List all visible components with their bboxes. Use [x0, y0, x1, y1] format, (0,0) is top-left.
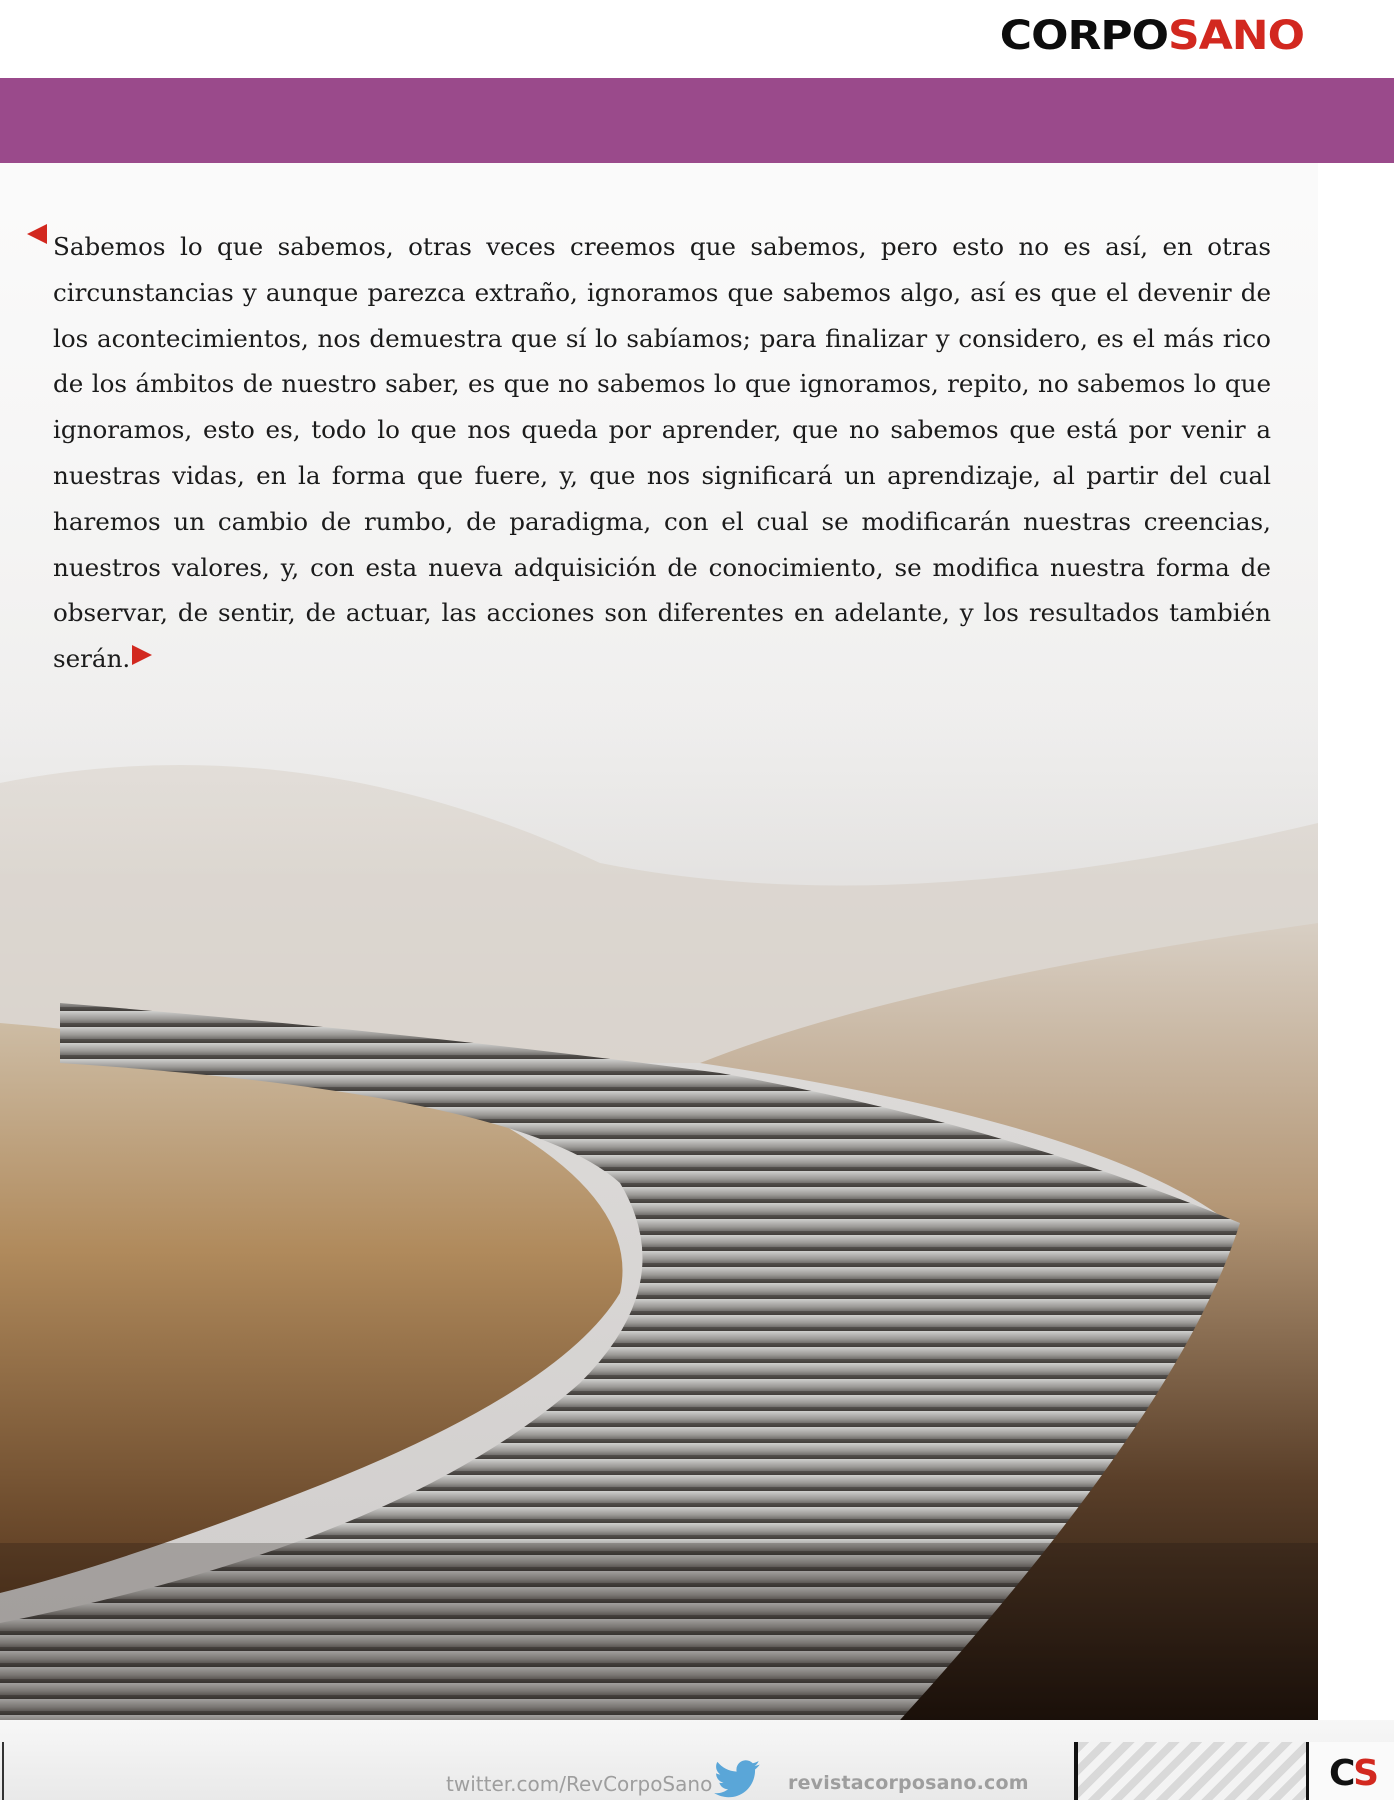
footer-left-rule: [2, 1742, 4, 1800]
twitter-link[interactable]: twitter.com/RevCorpoSano: [446, 1772, 713, 1796]
logo-corpo: CORPO: [999, 12, 1169, 60]
twitter-bird-icon[interactable]: [714, 1760, 760, 1803]
badge-c: C: [1329, 1753, 1354, 1794]
article-quote: [53, 224, 1271, 682]
quote-close-marker: [132, 645, 152, 665]
footer-stripe-pattern: [1074, 1742, 1310, 1800]
page-footer: [0, 1720, 1394, 1800]
quote-text: Sabemos lo que sabemos, otras veces creemos que sabemos, pero esto no es así, en otras circunstancias y aunque parezca extraño, ignoramos que sabemos algo, así es que el devenir de los acontecimientos, nos demuestra que sí lo sabíamos; para finalizar y considero, es el más rico de los ámbitos de nuestro saber, es que no sabemos lo que ignoramos, repito, no sabemos lo que ignoramos, esto es, todo lo que nos queda por aprender, que no sabemos que está por venir a nuestras vidas, en la forma que fuere, y, que nos significará un aprendizaje, al partir del cual haremos un cambio de rumbo, de paradigma, con el cual se modificarán nuestras creencias, nuestros valores, y, con esta nueva adquisición de conocimiento, se modifica nuestra forma de observar, de sentir, de actuar, las acciones son diferentes en adelante, y los resultados también serán.: [53, 232, 1271, 674]
page-header: [0, 0, 1394, 78]
website-link[interactable]: revistacorposano.com: [788, 1772, 1029, 1794]
logo-sano: SANO: [1168, 12, 1304, 60]
badge-s: S: [1353, 1753, 1377, 1794]
cs-badge: [1306, 1742, 1394, 1800]
corposano-logo: [999, 12, 1304, 60]
quote-open-marker: [27, 224, 47, 244]
section-color-band: [0, 78, 1394, 163]
